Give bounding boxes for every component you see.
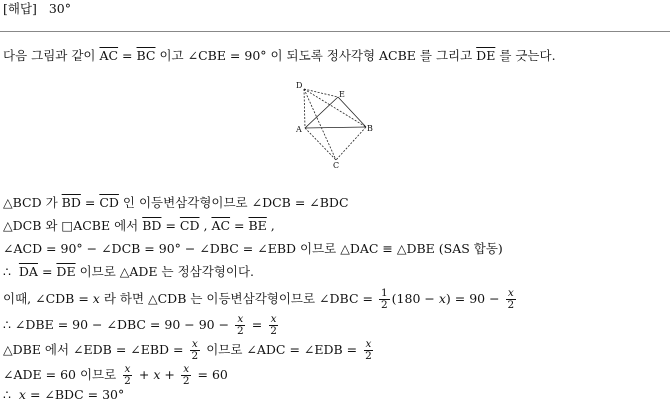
fraction: $\frac{x}{2}$ — [191, 338, 199, 362]
solution-line-2: △DCB 와 □ACBE 에서 $\overline{BD} = \overline{CD}$ , $\overline{AC} = \overline{BE}$ , — [3, 218, 275, 233]
fraction: $\frac{x}{2}$ — [365, 338, 372, 362]
segment-bc: $\overline{BC}$ — [136, 48, 156, 63]
fraction: $\frac{x}{2}$ — [124, 363, 131, 387]
segment-ac: $\overline{AC}$ — [99, 48, 119, 63]
point-c-label: C — [333, 161, 340, 170]
solution-line-6: ∴ ∠DBE = 90 − ∠DBC = 90 − 90 − $\frac{x}{2}$ = $\frac{x}{2}$ — [3, 313, 277, 337]
point-a-label: A — [296, 125, 302, 134]
edge-ab — [305, 127, 366, 128]
fraction: $\frac{1}{2}$ — [380, 287, 388, 311]
segment-de: $\overline{DE}$ — [476, 48, 496, 63]
solution-line-4: ∴ $\overline{DA} = \overline{DE}$ 이므로 △ADE 는 정삼각형이다. — [3, 264, 254, 279]
point-e-label: E — [339, 90, 345, 99]
answer-label: [해답] — [3, 1, 37, 16]
solution-line-5: 이때, ∠CDB = x 라 하면 △CDB 는 이등변삼각형이므로 ∠DBC = $\frac{1}{2}$ (180 − x) = 90 − $\frac{x}{2}$ — [3, 287, 515, 311]
point-b-label: B — [367, 124, 373, 133]
intro-line: 다음 그림과 같이 $\overline{AC} = \overline{BC}$ 이고 ∠CBE = 90° 이 되도록 정사각형 ACBE 를 그리고 $\overline{DE}$ 를 긋는다. — [3, 48, 556, 63]
divider — [0, 31, 670, 32]
solution-line-9: ∴ x = ∠BDC = 30° — [3, 387, 125, 402]
fraction: $\frac{x}{2}$ — [270, 313, 277, 337]
solution-line-1: △BCD 가 $\overline{BD} = \overline{CD}$ 인 이등변삼각형이므로 ∠DCB = ∠BDC — [3, 195, 349, 210]
edge-bc — [336, 127, 366, 160]
edge-da — [304, 89, 305, 128]
edge-db — [304, 89, 366, 127]
fraction: $\frac{x}{2}$ — [237, 313, 244, 337]
solution-line-3: ∠ACD = 90° − ∠DCB = 90° − ∠DBC = ∠EBD 이므로 △DAC ≡ △DBE (SAS 합동) — [3, 241, 503, 256]
geometry-figure — [293, 78, 383, 173]
point-d-label: D — [296, 81, 303, 90]
edge-de — [304, 89, 338, 97]
edge-ae — [305, 97, 338, 128]
answer-value: 30° — [48, 1, 71, 16]
edge-eb — [338, 97, 366, 127]
fraction: $\frac{x}{2}$ — [507, 287, 515, 311]
answer-header — [3, 1, 71, 17]
solution-line-7: △DBE 에서 ∠EDB = ∠EBD = $\frac{x}{2}$ 이므로 ∠ADC = ∠EDB = $\frac{x}{2}$ — [3, 338, 372, 362]
edge-ac — [305, 128, 336, 160]
fraction: $\frac{x}{2}$ — [182, 363, 190, 387]
solution-line-8: ∠ADE = 60 이므로 $\frac{x}{2}$ + x + $\frac{x}{2}$ = 60 — [3, 363, 228, 387]
